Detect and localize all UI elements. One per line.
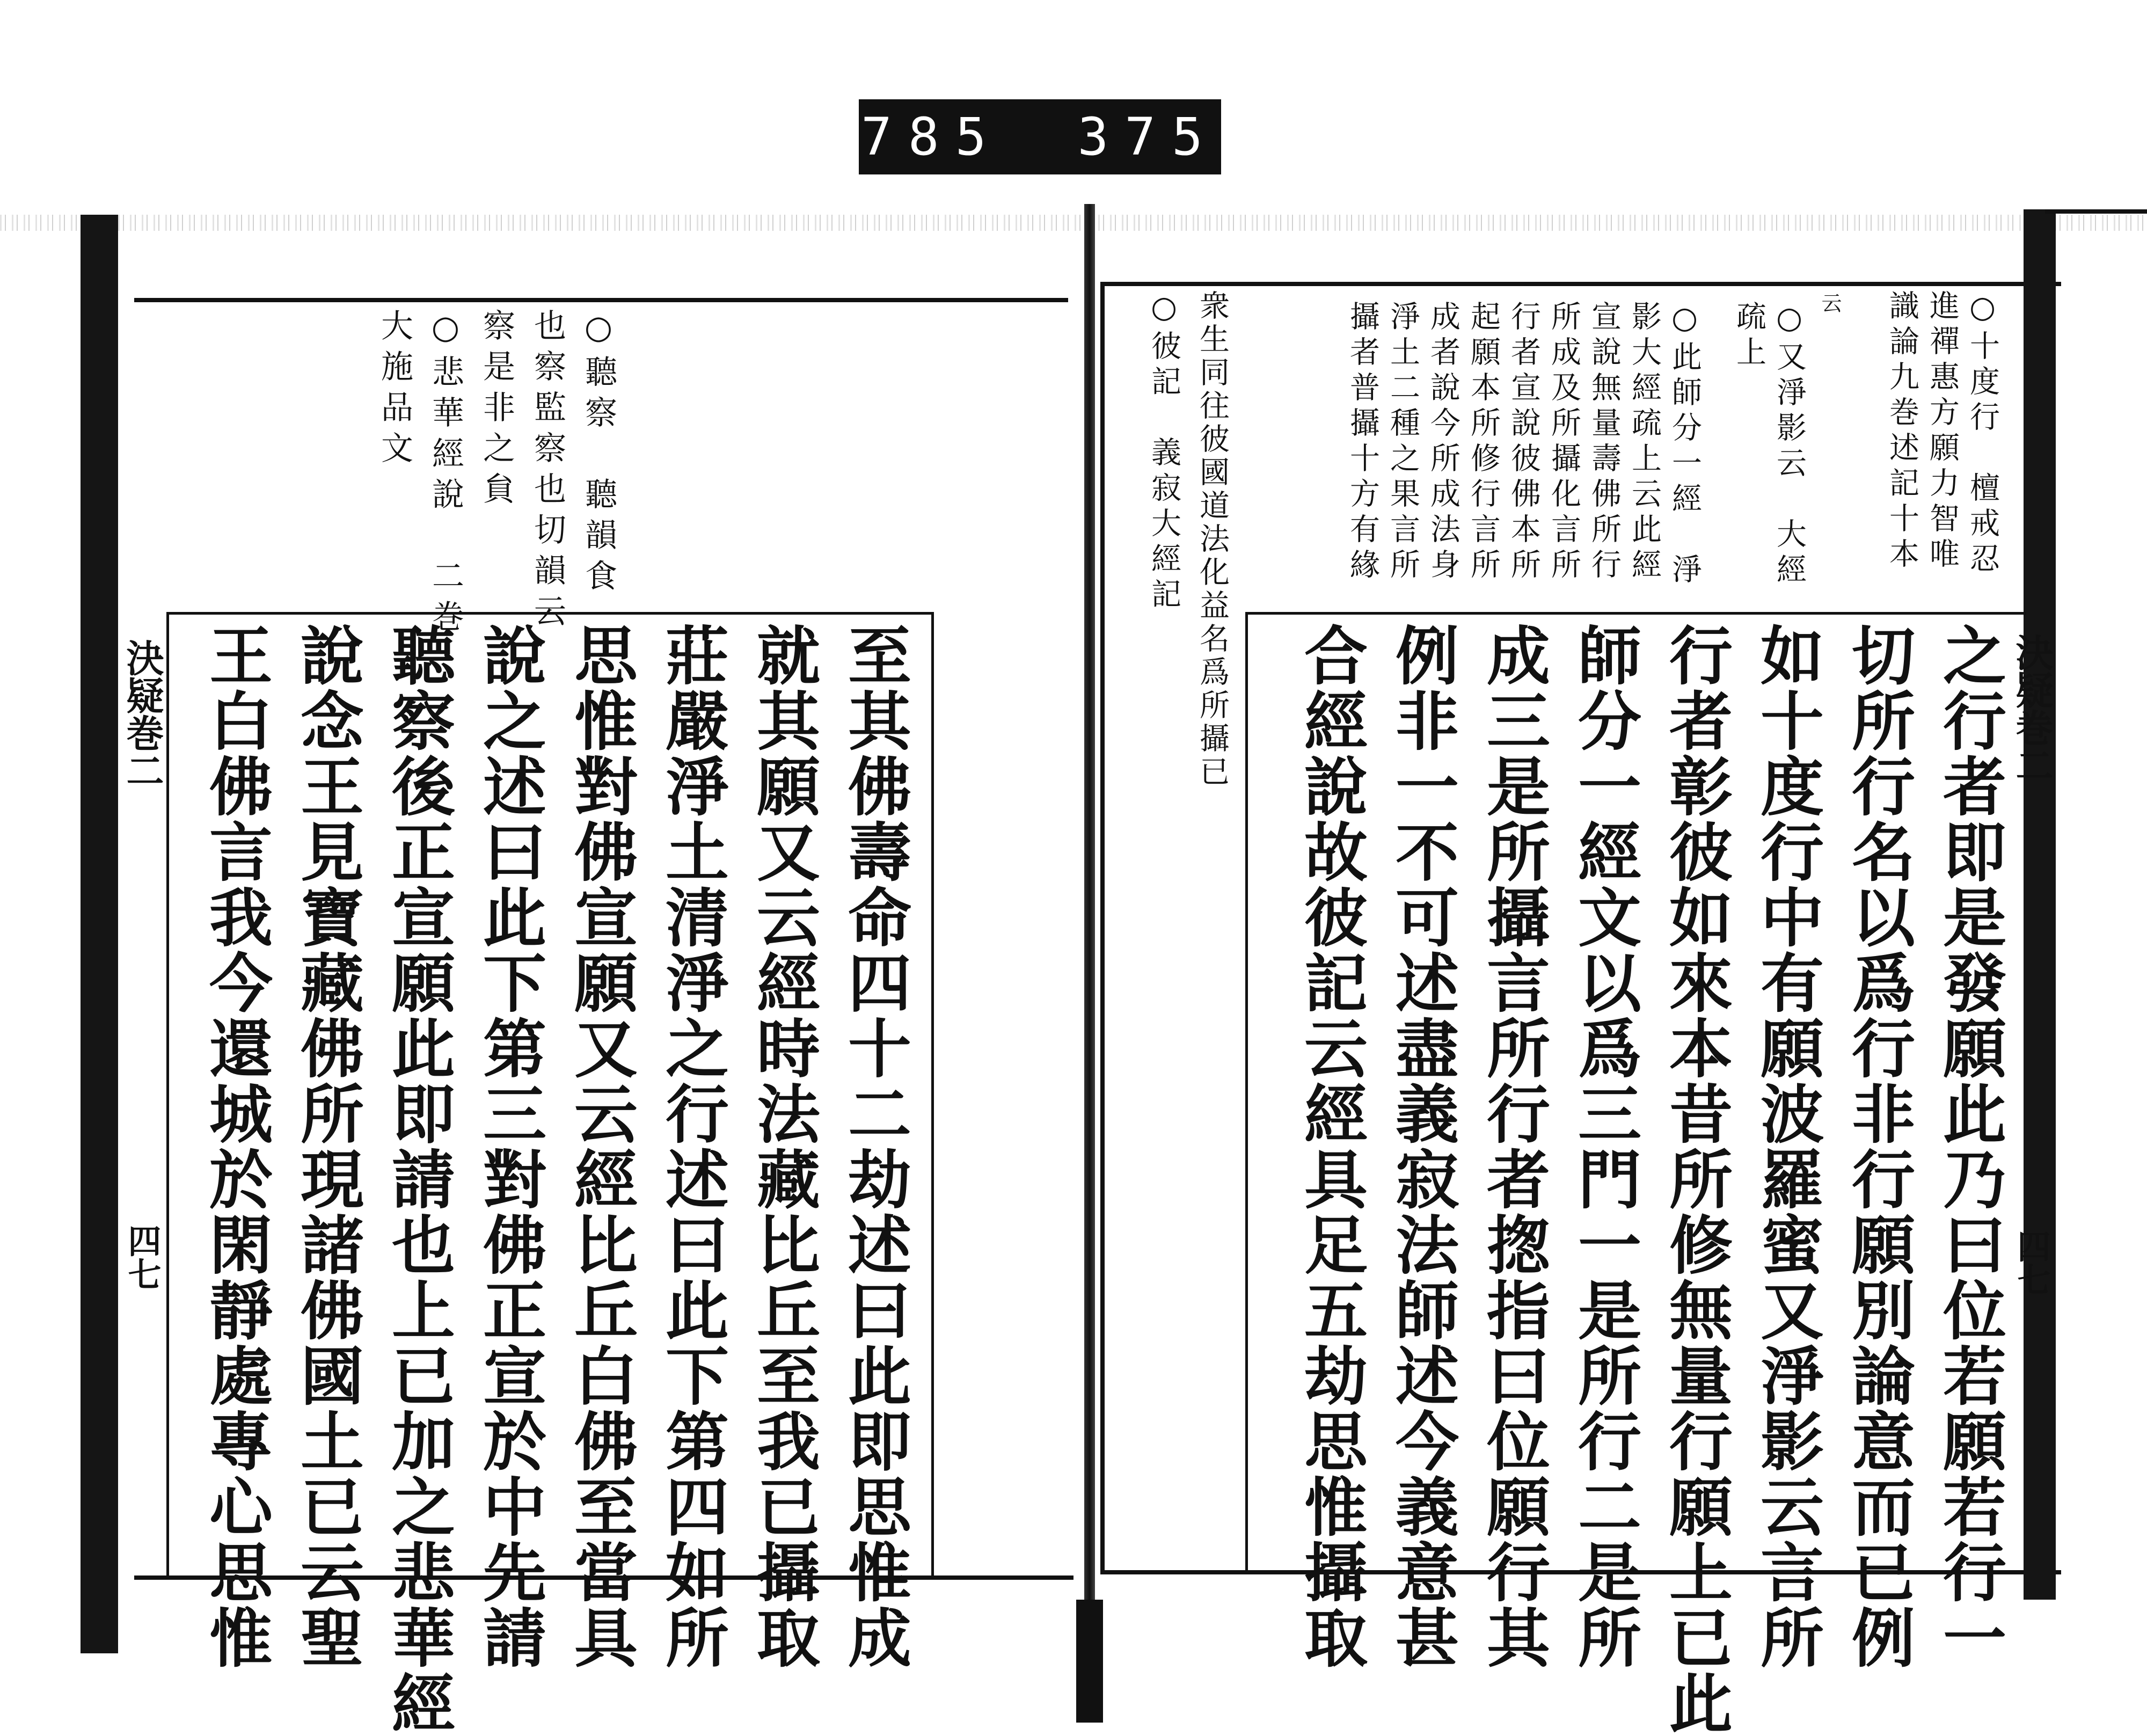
headnote-line: ○彼記 義寂大經記 (1146, 290, 1181, 614)
headnote-line: ○聽察 聽韻食 (580, 309, 617, 600)
main-text-column: 合經說故彼記云經具足五劫思惟攝取 (1294, 623, 1368, 1671)
headnote-line: 起願本所修行言所 (1466, 301, 1501, 584)
left-spine-title: 決疑巻二 (120, 639, 165, 789)
right-page-left-rule (1100, 282, 1105, 1573)
headnote-line: 成者說今所成法身 (1426, 301, 1460, 584)
headnote-line: 影大經疏上云此經 (1627, 301, 1662, 584)
headnote-line: 察是非之貟 (478, 309, 515, 513)
right-page-top-rule (1100, 282, 2061, 286)
right-cover-edge (2045, 209, 2147, 214)
main-text-column: 如十度行中有願波羅蜜又淨影云言所 (1750, 623, 1824, 1671)
headnote-line: 疏上 (1732, 301, 1766, 371)
book-gutter (1084, 204, 1095, 1723)
left-page-number: 四七 (122, 1224, 162, 1290)
headnote-line: 淨土二種之果言所 (1385, 301, 1420, 584)
headnote-line: 進禪惠方願力智唯 (1925, 290, 1960, 573)
main-text-column: 例非一不可述盡義寂法師述今義意甚 (1385, 623, 1459, 1671)
film-label-right-number: 375 (1077, 107, 1219, 167)
headnote-line: ○悲華經說 二巻 (427, 309, 464, 640)
main-text-column: 切所行名以爲行非行願別論意而已例 (1841, 623, 1916, 1671)
right-spine-title: 決疑巻二 (2010, 633, 2054, 784)
left-spine-edge (81, 215, 118, 1653)
headnote-line: ○又淨影云 大經 (1772, 301, 1807, 589)
headnote-line: 攝者普攝十方有緣 (1345, 301, 1380, 584)
main-text-column: 王白佛言我今還城於閑靜處專心思惟 (199, 623, 273, 1671)
main-text-column: 師分一經文以爲三門一是所行二是所 (1567, 623, 1642, 1671)
headnote-line: 云 (1818, 293, 1842, 318)
main-text-column: 成三是所攝言所行者揔指曰位願行其 (1476, 623, 1551, 1671)
right-spine-edge (2024, 209, 2056, 1600)
main-text-column: 行者彰彼如來本昔所修無量行願上已此 (1659, 623, 1733, 1736)
film-label-left-number: 785 (861, 107, 1003, 167)
main-text-column: 莊嚴淨土清淨之行述曰此下第四如所 (655, 623, 729, 1671)
main-text-column: 至其佛壽命四十二劫述曰此即思惟成 (837, 623, 912, 1671)
headnote-line: 行者宣說彼佛本所 (1506, 301, 1541, 584)
headnote-line: 也察監察也切韻云 (529, 309, 566, 635)
main-text-column: 說之述曰此下第三對佛正宣於中先請 (472, 623, 547, 1671)
headnote-line: 所成及所攝化言所 (1546, 301, 1581, 584)
headnote-line: ○此師分一經 淨 (1667, 301, 1702, 589)
main-text-column: 思惟對佛宣願又云經比丘白佛至當具 (564, 623, 638, 1671)
scan-noise-band (0, 215, 2147, 231)
headnote-line: 識論九巻述記十本 (1885, 290, 1919, 573)
headnote-line: 大施品文 (376, 309, 413, 472)
gutter-shadow (1076, 1600, 1103, 1723)
main-text-column: 之行者即是發願此乃曰位若願若行一 (1932, 623, 2007, 1671)
headnote-line: 宣說無量壽佛所行 (1587, 301, 1622, 584)
main-text-column: 聽察後正宣願此即請也上已加之悲華經 (381, 623, 456, 1736)
right-page-number: 四七 (2012, 1229, 2051, 1296)
main-text-column: 說念王見寶藏佛所現諸佛國土已云聖 (290, 623, 364, 1671)
film-frame-label (859, 99, 1221, 174)
main-text-column: 就其願又云經時法藏比丘至我已攝取 (746, 623, 821, 1671)
left-page-top-rule (134, 298, 1068, 302)
headnote-line: ○十度行 檀戒忍 (1965, 290, 2000, 578)
headnote-line: 衆生同往彼國道法化益名爲所攝已 (1195, 290, 1230, 789)
